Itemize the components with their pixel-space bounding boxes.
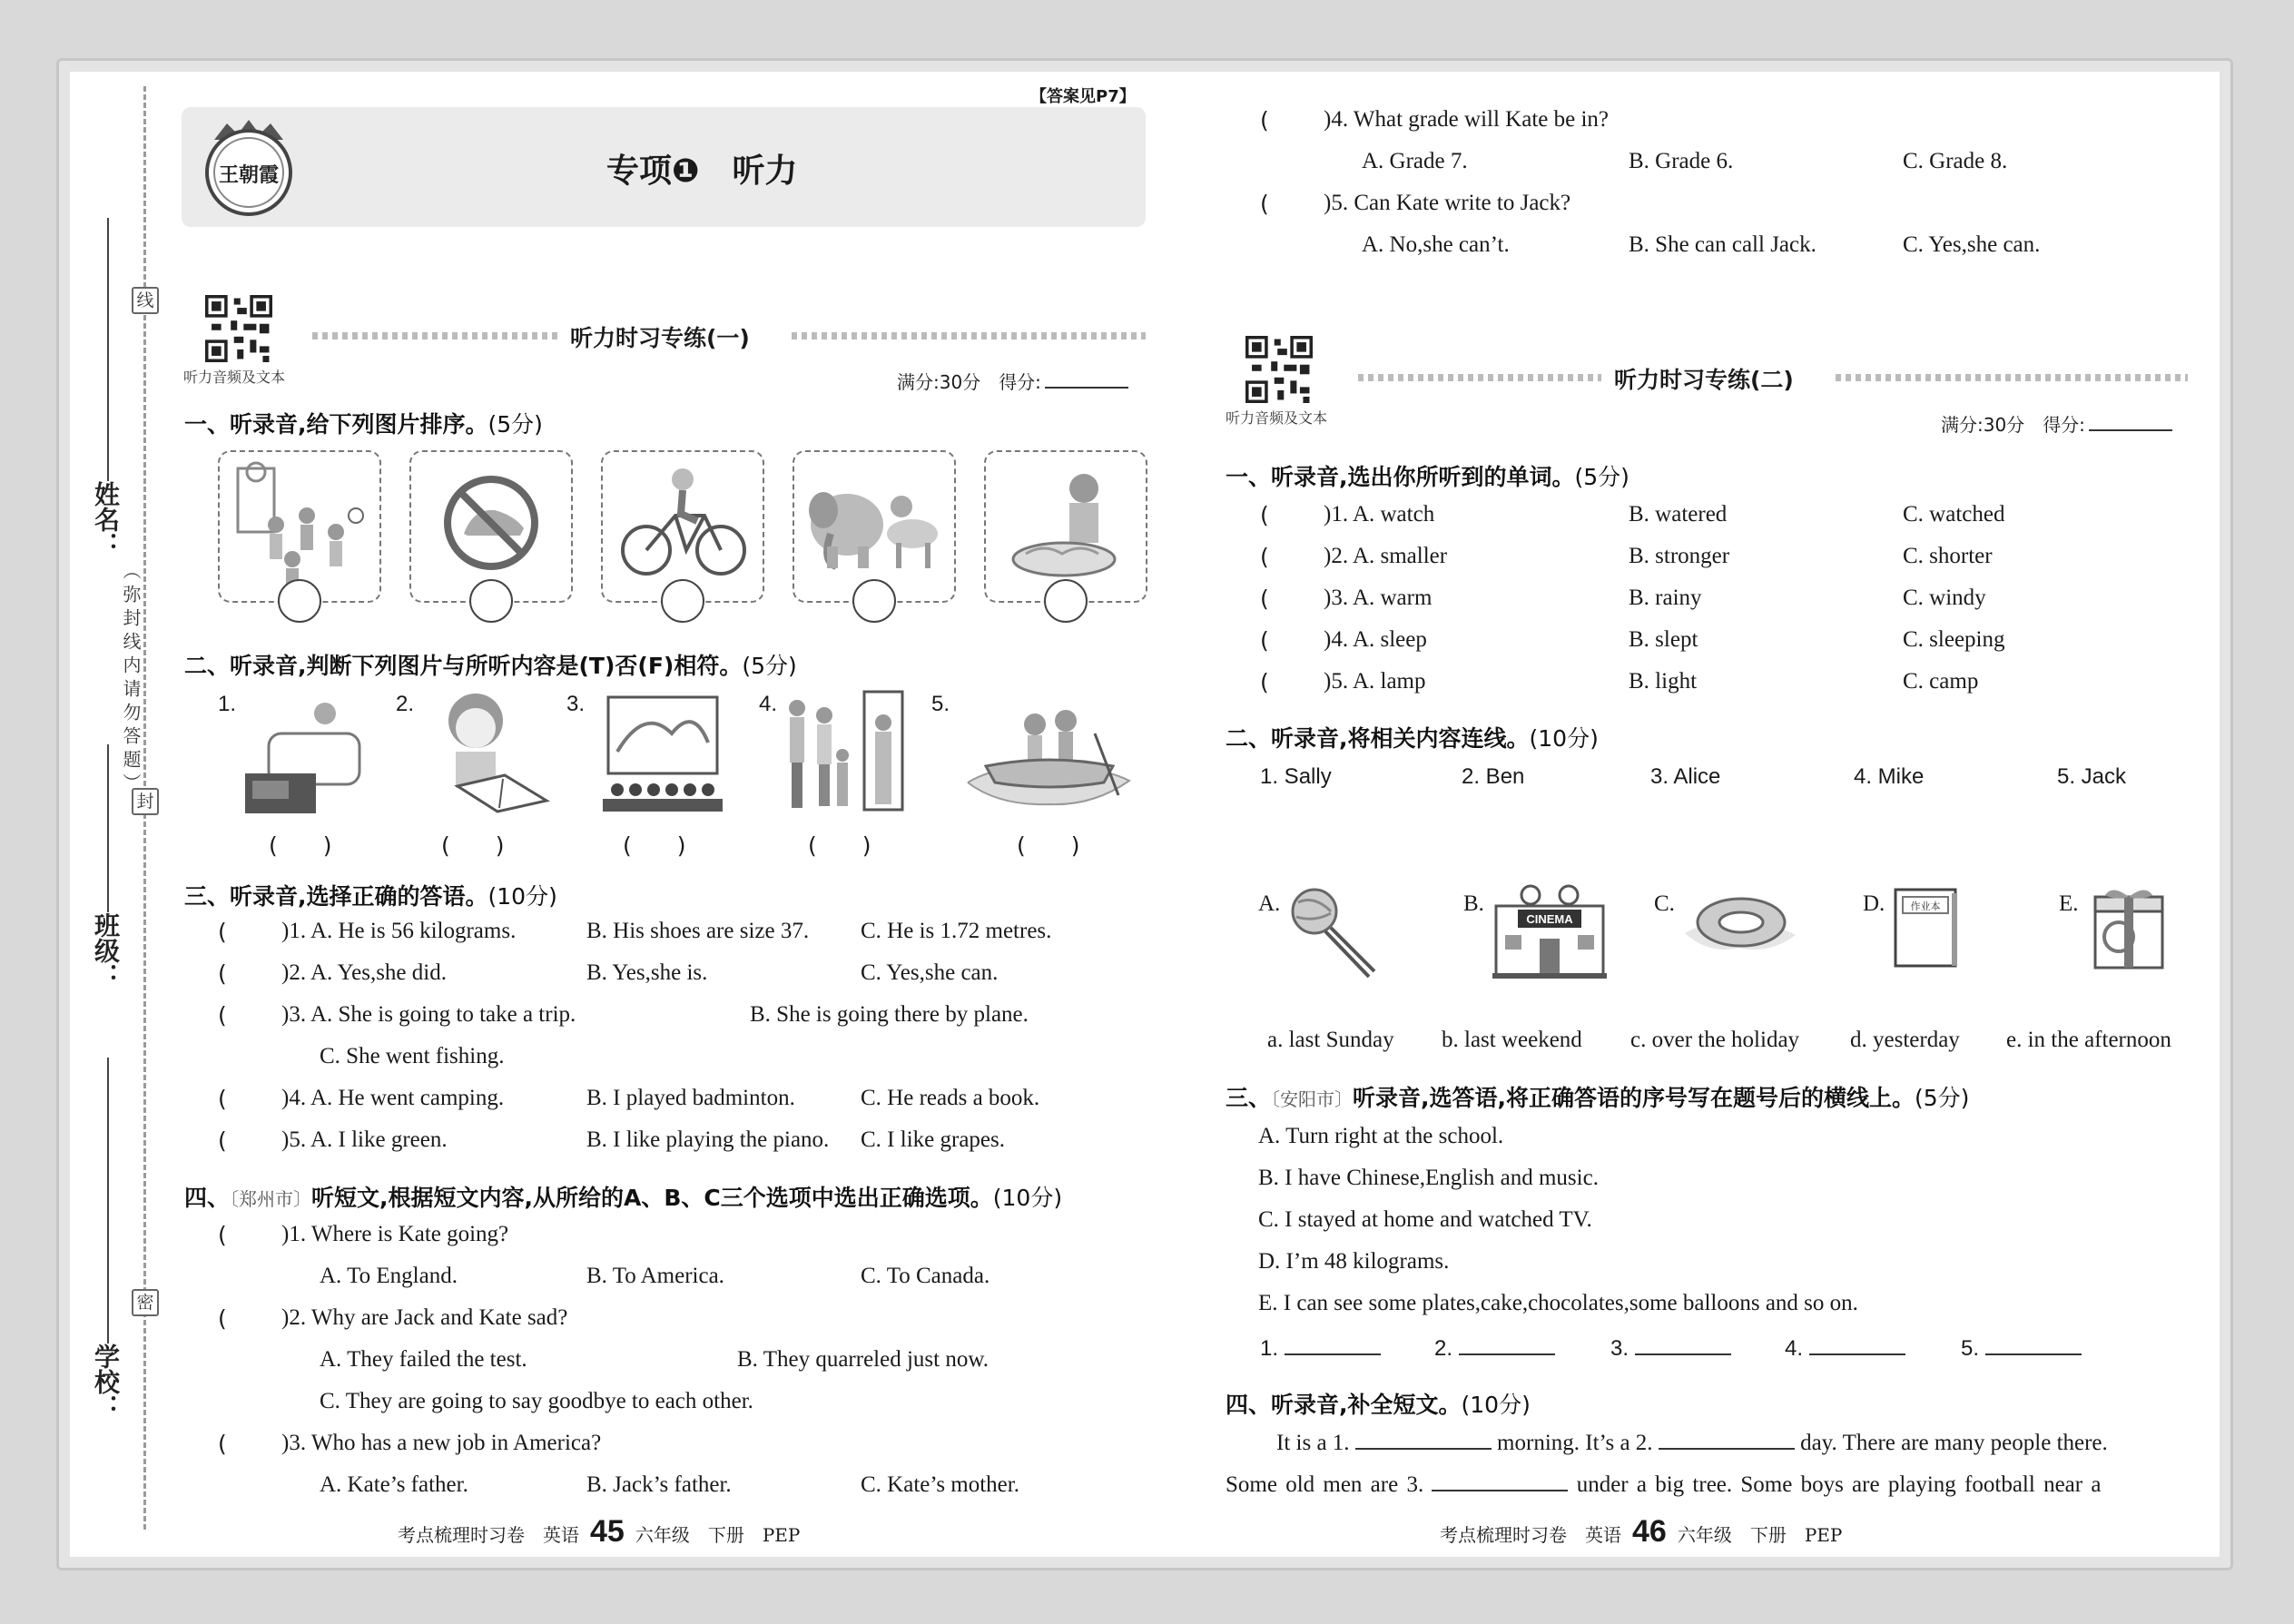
question-item: )3. Who has a new job in America?: [281, 1431, 602, 1455]
answer-reference: 【答案见P7】: [1030, 87, 1136, 106]
notebook-label: 作业本: [1910, 901, 1941, 912]
drill-divider: [312, 332, 557, 340]
answer-paren[interactable]: (: [1260, 544, 1269, 570]
match-name: 1. Sally: [1260, 764, 1332, 789]
answer-option: E. I can see some plates,cake,chocolates,some balloons and so on.: [1258, 1291, 1858, 1315]
score-field[interactable]: [1045, 387, 1128, 389]
answer-paren[interactable]: (: [218, 1002, 227, 1029]
time-option: e. in the afternoon: [2006, 1028, 2171, 1052]
word-option-c: C. watched: [1903, 502, 2005, 527]
tf-answer-field[interactable]: ( ): [623, 832, 686, 859]
order-answer-circle[interactable]: [1044, 579, 1088, 623]
answer-paren[interactable]: (: [1260, 586, 1269, 612]
name-field[interactable]: [107, 218, 109, 481]
answer-paren[interactable]: (: [218, 1127, 227, 1154]
answer-paren[interactable]: (: [218, 1305, 227, 1332]
order-answer-circle[interactable]: [661, 579, 704, 623]
picture-number: 4.: [759, 692, 778, 716]
page-footer-left: 考点梳理时习卷 英语 45 六年级 下册 PEP: [398, 1514, 801, 1549]
answer-paren[interactable]: (: [218, 1431, 227, 1457]
option-c: C. She went fishing.: [320, 1044, 505, 1068]
picture-letter: E.: [2059, 891, 2079, 916]
school-label: 学校：: [91, 1343, 121, 1420]
word-option-a: )1. A. watch: [1324, 502, 1435, 527]
match-name: 5. Jack: [2057, 764, 2127, 789]
boy-reading-picture: [419, 688, 556, 815]
publisher-logo: [202, 116, 296, 218]
option-c: C. I like grapes.: [861, 1127, 1005, 1152]
score-line: [1941, 410, 2172, 437]
qr-label: 听力音频及文本: [1226, 409, 1328, 427]
part-title: 三、听录音,选择正确的答语。(10分): [184, 883, 557, 910]
part-title: 三、〔安阳市〕听录音,选答语,将正确答语的序号写在题号后的横线上。(5分): [1226, 1085, 1970, 1111]
option-a: A. They failed the test.: [320, 1347, 527, 1372]
part-title: 四、听录音,补全短文。(10分): [1226, 1392, 1531, 1418]
answer-paren[interactable]: (: [1260, 669, 1269, 695]
answer-blank-item: 4.: [1785, 1336, 1905, 1362]
part-title: 四、〔郑州市〕听短文,根据短文内容,从所给的A、B、C三个选项中选出正确选项。(10分): [184, 1185, 1063, 1211]
notebook-picture: [1892, 886, 1961, 969]
time-option: c. over the holiday: [1630, 1028, 1800, 1052]
cinema-sign: CINEMA: [1526, 912, 1573, 926]
cinema-audience-picture: [599, 688, 726, 815]
passage-blank[interactable]: [1355, 1448, 1492, 1450]
order-answer-circle[interactable]: [469, 579, 513, 623]
children-in-boat-picture: [959, 688, 1137, 815]
question-item: )1. Where is Kate going?: [281, 1222, 509, 1246]
score-field[interactable]: [2089, 429, 2172, 431]
seal-mark-line: 线: [132, 287, 159, 314]
gift-box-picture: [2086, 882, 2168, 973]
answer-paren[interactable]: (: [1260, 627, 1269, 654]
answer-blank[interactable]: [1985, 1353, 2082, 1355]
tf-answer-field[interactable]: ( ): [808, 832, 871, 859]
qr-code-icon[interactable]: [205, 295, 272, 362]
option-b: B. I played badminton.: [586, 1086, 795, 1110]
lollipop-picture: [1284, 881, 1385, 982]
option-c: C. Yes,she can.: [861, 960, 999, 985]
time-option: b. last weekend: [1442, 1028, 1582, 1052]
word-option-a: )3. A. warm: [1324, 586, 1433, 610]
swim-ring-picture: [1681, 882, 1799, 973]
option-b: B. His shoes are size 37.: [586, 919, 810, 943]
question-item: )5. Can Kate write to Jack?: [1324, 191, 1571, 215]
answer-paren[interactable]: (: [1260, 502, 1269, 528]
time-option: d. yesterday: [1850, 1028, 1960, 1052]
picture-number: 2.: [396, 692, 415, 716]
page-number: 45: [590, 1514, 625, 1549]
part-title: 一、听录音,选出你所听到的单词。(5分): [1226, 464, 1629, 490]
option-c: C. Kate’s mother.: [861, 1472, 1019, 1497]
answer-paren[interactable]: (: [218, 960, 227, 987]
answer-blank[interactable]: [1285, 1353, 1381, 1355]
answer-option: D. I’m 48 kilograms.: [1258, 1249, 1450, 1274]
match-name: 2. Ben: [1462, 764, 1525, 789]
word-option-a: )4. A. sleep: [1324, 627, 1427, 652]
class-label: 班级：: [91, 912, 121, 989]
tf-answer-field[interactable]: ( ): [441, 832, 505, 859]
picture-letter: D.: [1863, 891, 1885, 916]
question-item: )2. A. Yes,she did.: [281, 960, 447, 985]
option-c: C. Yes,she can.: [1903, 232, 2041, 257]
word-option-b: B. slept: [1629, 627, 1698, 652]
drill-title: 听力时习专练(二): [1614, 367, 1794, 393]
score-line: [897, 368, 1128, 394]
passage-blank[interactable]: [1432, 1490, 1568, 1491]
score-label: 得分:: [2043, 414, 2085, 436]
answer-paren[interactable]: (: [218, 1222, 227, 1248]
option-b: B. She is going there by plane.: [750, 1002, 1029, 1027]
logo-text: 王朝霞: [218, 164, 280, 187]
option-c: C. He reads a book.: [861, 1086, 1040, 1110]
option-b: B. I like playing the piano.: [586, 1127, 830, 1152]
region-tag: 〔郑州市〕: [230, 1188, 312, 1210]
paper-sheet: [56, 58, 2233, 1570]
question-item: )2. Why are Jack and Kate sad?: [281, 1305, 568, 1330]
seal-mark-seal: 封: [132, 788, 159, 815]
page-footer-right: 考点梳理时习卷 英语 46 六年级 下册 PEP: [1440, 1514, 1843, 1549]
question-item: )3. A. She is going to take a trip.: [281, 1002, 576, 1027]
seal-mark-secret: 密: [132, 1289, 159, 1316]
option-a: A. Kate’s father.: [320, 1472, 468, 1497]
question-item: )4. What grade will Kate be in?: [1324, 107, 1610, 132]
answer-paren[interactable]: (: [1260, 191, 1269, 217]
word-option-b: B. watered: [1629, 502, 1728, 527]
answer-blank-item: 1.: [1260, 1336, 1381, 1362]
option-b: B. To America.: [586, 1264, 724, 1288]
section-title: 专项❶ 听力: [606, 153, 798, 190]
picture-number: 5.: [931, 692, 950, 716]
word-option-b: B. stronger: [1629, 544, 1730, 568]
part-title: 一、听录音,给下列图片排序。(5分): [184, 411, 543, 438]
picture-letter: C.: [1654, 891, 1675, 916]
picture-number: 3.: [566, 692, 586, 716]
option-c: C. They are going to say goodbye to each other.: [320, 1389, 753, 1413]
option-a: A. To England.: [320, 1264, 458, 1288]
answer-blank[interactable]: [1635, 1353, 1731, 1355]
family-at-door-picture: [783, 688, 919, 815]
option-c: C. To Canada.: [861, 1264, 990, 1288]
drill-divider: [792, 332, 1146, 340]
qr-code-icon[interactable]: [1245, 336, 1313, 403]
answer-paren[interactable]: (: [1260, 107, 1269, 133]
option-b: B. Jack’s father.: [586, 1472, 732, 1497]
full-score: 满分:30分: [897, 371, 981, 393]
part-title: 二、听录音,将相关内容连线。(10分): [1226, 725, 1599, 752]
question-item: )1. A. He is 56 kilograms.: [281, 919, 517, 943]
binding-note: （弥封线内请勿答题）: [120, 561, 142, 797]
option-b: B. They quarreled just now.: [737, 1347, 989, 1372]
word-option-b: B. rainy: [1629, 586, 1702, 610]
answer-paren[interactable]: (: [218, 919, 227, 945]
answer-blank-item: 5.: [1961, 1336, 2082, 1362]
answer-blank[interactable]: [1459, 1353, 1555, 1355]
cinema-building-picture: [1491, 882, 1609, 982]
passage-line-1: It is a 1. morning. It’s a 2. day. There are many people there.: [1276, 1431, 2108, 1455]
tf-answer-field[interactable]: ( ): [1017, 832, 1080, 859]
match-name: 4. Mike: [1854, 764, 1925, 789]
picture-letter: A.: [1258, 891, 1281, 916]
full-score: 满分:30分: [1941, 414, 2025, 436]
answer-blank-item: 3.: [1610, 1336, 1731, 1362]
picture-number: 1.: [218, 692, 237, 716]
question-item: )5. A. I like green.: [281, 1127, 448, 1152]
answer-paren[interactable]: (: [218, 1086, 227, 1112]
time-option: a. last Sunday: [1267, 1028, 1394, 1052]
word-option-c: C. shorter: [1903, 544, 1993, 568]
word-option-c: C. camp: [1903, 669, 1979, 694]
order-answer-circle[interactable]: [852, 579, 896, 623]
answer-blank-item: 2.: [1434, 1336, 1555, 1362]
score-label: 得分:: [999, 371, 1041, 393]
answer-option: A. Turn right at the school.: [1258, 1124, 1504, 1148]
passage-blank[interactable]: [1659, 1448, 1795, 1450]
word-option-c: C. windy: [1903, 586, 1986, 610]
drill-divider: [1358, 374, 1601, 381]
question-item: )4. A. He went camping.: [281, 1086, 505, 1110]
answer-blank[interactable]: [1809, 1353, 1905, 1355]
option-b: B. Grade 6.: [1629, 149, 1734, 173]
word-option-c: C. sleeping: [1903, 627, 2005, 652]
order-answer-circle[interactable]: [278, 579, 321, 623]
picture-letter: B.: [1463, 891, 1484, 916]
tf-answer-field[interactable]: ( ): [269, 832, 332, 859]
page-number: 46: [1632, 1514, 1667, 1549]
option-c: C. He is 1.72 metres.: [861, 919, 1052, 943]
region-tag: 〔安阳市〕: [1271, 1088, 1354, 1110]
word-option-a: )2. A. smaller: [1324, 544, 1448, 568]
drill-divider: [1836, 374, 2188, 381]
part-title: 二、听录音,判断下列图片与所听内容是(T)否(F)相符。(5分): [184, 653, 797, 679]
qr-label: 听力音频及文本: [183, 369, 286, 386]
sofa-tv-picture: [243, 688, 379, 815]
option-a: A. Grade 7.: [1362, 149, 1468, 173]
class-field[interactable]: [107, 744, 109, 912]
word-option-a: )5. A. lamp: [1324, 669, 1426, 694]
drill-title: 听力时习专练(一): [570, 325, 750, 351]
school-field[interactable]: [107, 1058, 109, 1343]
option-c: C. Grade 8.: [1903, 149, 2008, 173]
option-a: A. No,she can’t.: [1362, 232, 1510, 257]
word-option-b: B. light: [1629, 669, 1698, 694]
answer-option: C. I stayed at home and watched TV.: [1258, 1207, 1592, 1232]
name-label: 姓名：: [91, 481, 121, 557]
option-b: B. She can call Jack.: [1629, 232, 1816, 257]
option-b: B. Yes,she is.: [586, 960, 708, 985]
answer-option: B. I have Chinese,English and music.: [1258, 1166, 1599, 1190]
match-name: 3. Alice: [1650, 764, 1721, 789]
passage-line-2: Some old men are 3. under a big tree. Some boys are playing football near a: [1226, 1472, 2102, 1497]
